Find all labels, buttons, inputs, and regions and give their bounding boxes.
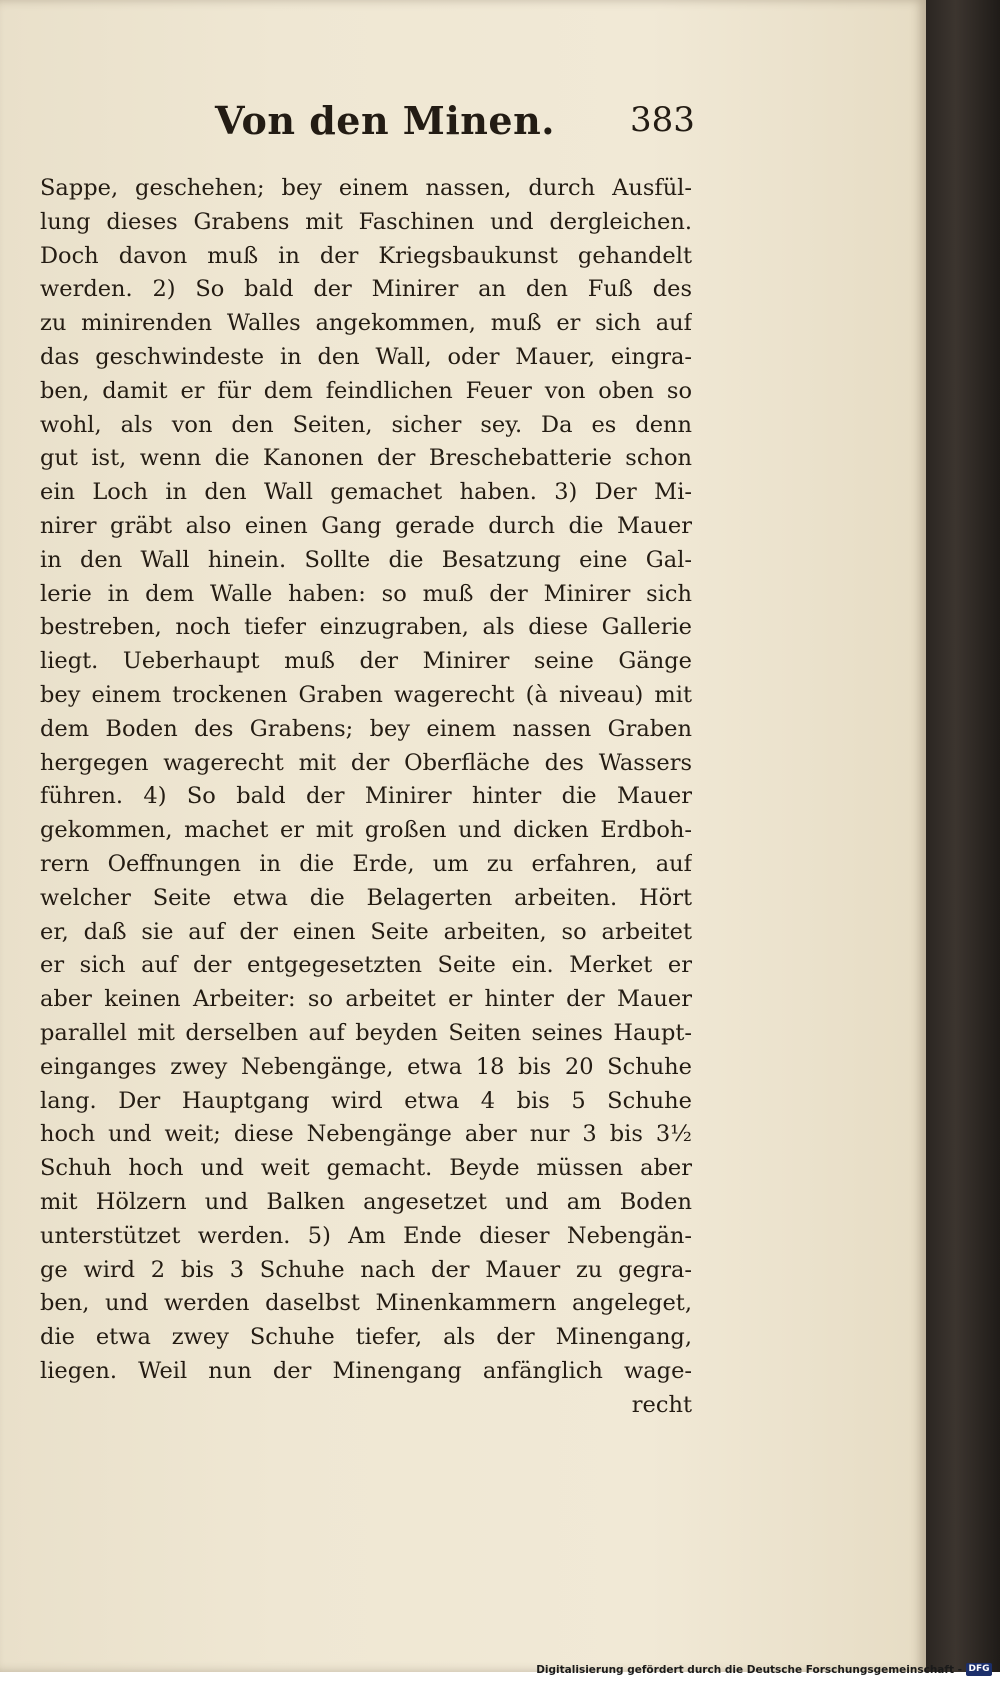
text-line: hergegen wagerecht mit der Oberfläche des Wassers [40, 749, 692, 776]
funding-credit: Digitalisierung gefördert durch die Deutsche Forschungsgemeinschaft - [536, 1664, 962, 1676]
text-line: liegen. Weil nun der Minengang anfänglich wage- [40, 1357, 692, 1384]
body-text [40, 172, 692, 1422]
book-binding-edge [926, 0, 1000, 1672]
text-line: das geschwindeste in den Wall, oder Mauer, eingra- [40, 343, 692, 370]
text-line: mit Hölzern und Balken angesetzet und am Boden [40, 1188, 692, 1215]
text-line: Doch davon muß in der Kriegsbaukunst gehandelt [40, 242, 692, 269]
text-line: parallel mit derselben auf beyden Seiten seines Haupt- [40, 1019, 692, 1046]
text-line: bestreben, noch tiefer einzugraben, als diese Gallerie [40, 614, 692, 641]
text-line: wohl, als von den Seiten, sicher sey. Da es denn [40, 411, 692, 438]
text-line: nirer gräbt also einen Gang gerade durch die Mauer [40, 512, 692, 539]
text-line: ben, damit er für dem feindlichen Feuer von oben so [40, 377, 692, 404]
dfg-logo: DFG [966, 1663, 992, 1676]
text-line: welcher Seite etwa die Belagerten arbeiten. Hört [40, 884, 692, 911]
text-line: einganges zwey Nebengänge, etwa 18 bis 20 Schuhe [40, 1053, 692, 1080]
text-line: lerie in dem Walle haben: so muß der Minirer sich [40, 580, 692, 607]
text-line: hoch und weit; diese Nebengänge aber nur 3 bis 3½ [40, 1121, 692, 1148]
text-line: die etwa zwey Schuhe tiefer, als der Minengang, [40, 1324, 692, 1351]
text-line: ein Loch in den Wall gemachet haben. 3) Der Mi- [40, 479, 692, 506]
page-number: 383 [630, 100, 695, 140]
text-line: zu minirenden Walles angekommen, muß er sich auf [40, 310, 692, 337]
page-header [40, 98, 695, 158]
text-line: liegt. Ueberhaupt muß der Minirer seine Gänge [40, 648, 692, 675]
text-line: aber keinen Arbeiter: so arbeitet er hinter der Mauer [40, 986, 692, 1013]
text-line: werden. 2) So bald der Minirer an den Fuß des [40, 276, 692, 303]
text-line: bey einem trockenen Graben wagerecht (à niveau) mit [40, 681, 692, 708]
running-title: Von den Minen. [215, 98, 555, 143]
text-line: führen. 4) So bald der Minirer hinter die Mauer [40, 783, 692, 810]
text-line: er, daß sie auf der einen Seite arbeiten, so arbeitet [40, 918, 692, 945]
digitization-footer [0, 1664, 1000, 1684]
text-line: lang. Der Hauptgang wird etwa 4 bis 5 Schuhe [40, 1087, 692, 1114]
text-line: dem Boden des Grabens; bey einem nassen Graben [40, 715, 692, 742]
text-line: Sappe, geschehen; bey einem nassen, durch Ausfül- [40, 175, 692, 201]
text-line: rern Oeffnungen in die Erde, um zu erfahren, auf [40, 850, 692, 877]
text-line: gekommen, machet er mit großen und dicken Erdboh- [40, 817, 692, 844]
text-line: er sich auf der entgegesetzten Seite ein. Merket er [40, 952, 692, 979]
text-line: Schuh hoch und weit gemacht. Beyde müssen aber [40, 1155, 692, 1182]
text-line: unterstützet werden. 5) Am Ende dieser Nebengän- [40, 1222, 692, 1249]
text-line: ben, und werden daselbst Minenkammern angeleget, [40, 1290, 692, 1317]
text-line: in den Wall hinein. Sollte die Besatzung eine Gal- [40, 546, 692, 573]
text-line: gut ist, wenn die Kanonen der Breschebatterie schon [40, 445, 692, 472]
text-line: ge wird 2 bis 3 Schuhe nach der Mauer zu gegra- [40, 1256, 692, 1283]
catchword: recht [631, 1391, 692, 1418]
text-line: lung dieses Grabens mit Faschinen und dergleichen. [40, 208, 692, 235]
